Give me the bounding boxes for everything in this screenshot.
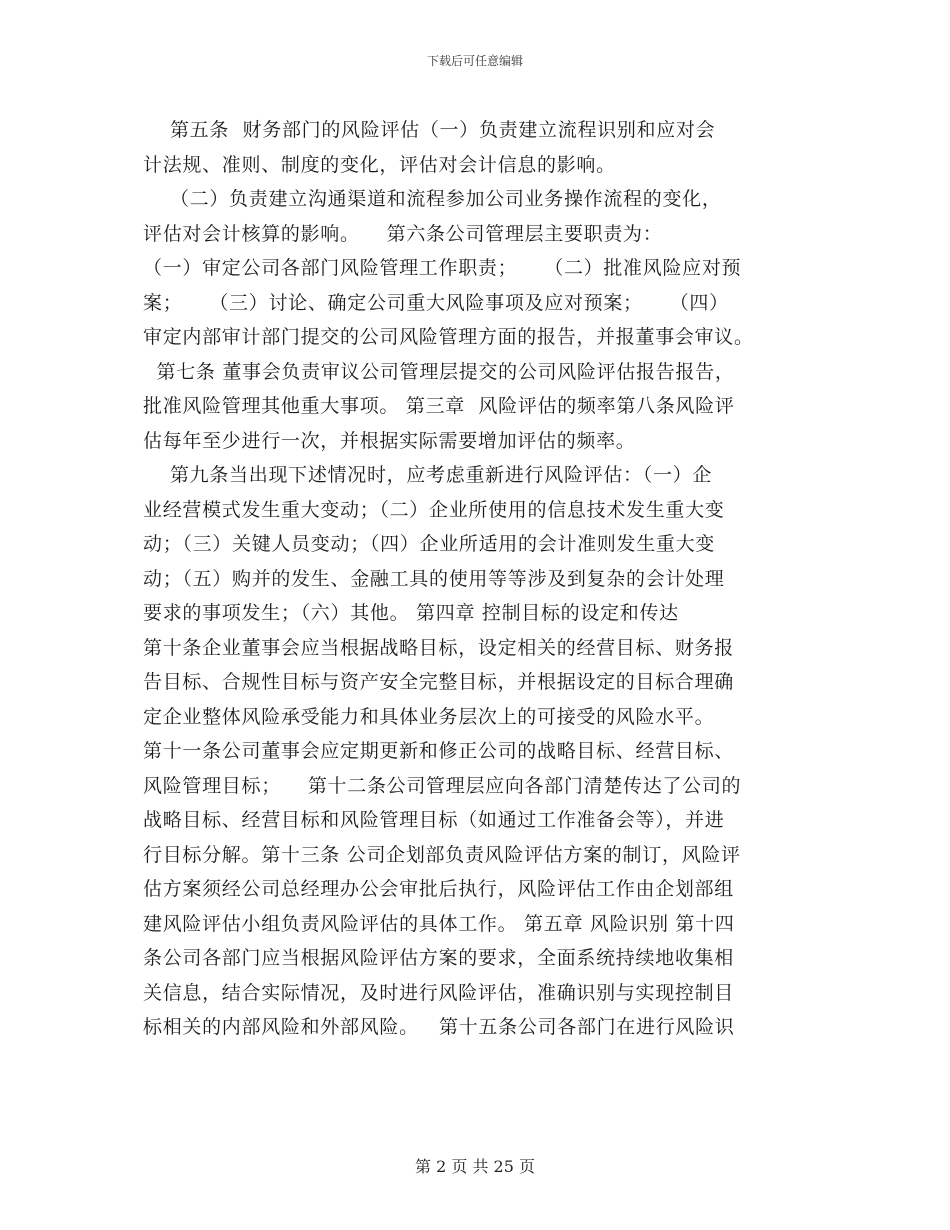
text-line: 审定内部审计部门提交的公司风险管理方面的报告，并报董事会审议。: [143, 326, 754, 348]
text-line: 动；（三）关键人员变动；（四）企业所适用的会计准则发生重大变: [143, 533, 716, 555]
text-line: 标相关的内部风险和外部风险。 第十五条公司各部门在进行风险识: [143, 1016, 735, 1038]
text-line: 行目标分解。第十三条 公司企划部负责风险评估方案的制订，风险评: [143, 843, 741, 866]
text-line: 案； （三）讨论、确定公司重大风险事项及应对预案； （四）: [143, 291, 729, 314]
text-line: 第九条当出现下述情况时，应考虑重新进行风险评估：（一）企: [143, 464, 713, 486]
text-line: （二）负责建立沟通渠道和流程参加公司业务操作流程的变化，: [143, 188, 722, 210]
text-line: 动；（五）购并的发生、金融工具的使用等等涉及到复杂的会计处理: [143, 567, 725, 590]
text-line: 条公司各部门应当根据风险评估方案的要求，全面系统持续地收集相: [143, 947, 735, 969]
text-line: 批准风险管理其他重大事项。 第三章 风险评估的频率第八条风险评: [143, 395, 735, 417]
text-line: 告目标、合规性目标与资产安全完整目标，并根据设定的目标合理确: [143, 671, 735, 693]
text-line: 评估对会计核算的影响。 第六条公司管理层主要职责为：: [143, 222, 663, 245]
text-line: 计法规、准则、制度的变化，评估对会计信息的影响。: [143, 153, 616, 176]
text-line: 关信息，结合实际情况，及时进行风险评估，准确识别与实现控制目: [143, 981, 735, 1004]
text-line: 风险管理目标； 第十二条公司管理层应向各部门清楚传达了公司的: [143, 774, 742, 797]
text-line: 第七条 董事会负责审议公司管理层提交的公司风险评估报告报告，: [143, 360, 735, 383]
text-line: 定企业整体风险承受能力和具体业务层次上的可接受的风险水平。: [143, 705, 715, 728]
page-header: 下载后可任意编辑: [426, 54, 523, 68]
text-line: 估方案须经公司总经理办公会审批后执行，风险评估工作由企划部组: [143, 878, 735, 900]
text-line: （一）审定公司各部门风险管理工作职责； （二）批准风险应对预: [143, 257, 742, 279]
text-line: 第十条企业董事会应当根据战略目标，设定相关的经营目标、财务报: [143, 636, 735, 659]
text-line: 第十一条公司董事会应定期更新和修正公司的战略目标、经营目标、: [143, 740, 735, 762]
text-line: 估每年至少进行一次，并根据实际需要增加评估的频率。: [143, 429, 636, 452]
text-line: 业经营模式发生重大变动；（二）企业所使用的信息技术发生重大变: [143, 498, 725, 521]
text-line: 第五条 财务部门的风险评估（一）负责建立流程识别和应对会: [143, 119, 716, 141]
document-body: [143, 113, 808, 1045]
page-number-footer: 第 2 页 共 25 页: [415, 1157, 535, 1176]
text-line: 战略目标、经营目标和风险管理目标（如通过工作准备会等），并进: [143, 809, 725, 831]
text-line: 建风险评估小组负责风险评估的具体工作。 第五章 风险识别 第十四: [143, 912, 735, 935]
text-line: 要求的事项发生；（六）其他。 第四章 控制目标的设定和传达: [143, 602, 679, 624]
